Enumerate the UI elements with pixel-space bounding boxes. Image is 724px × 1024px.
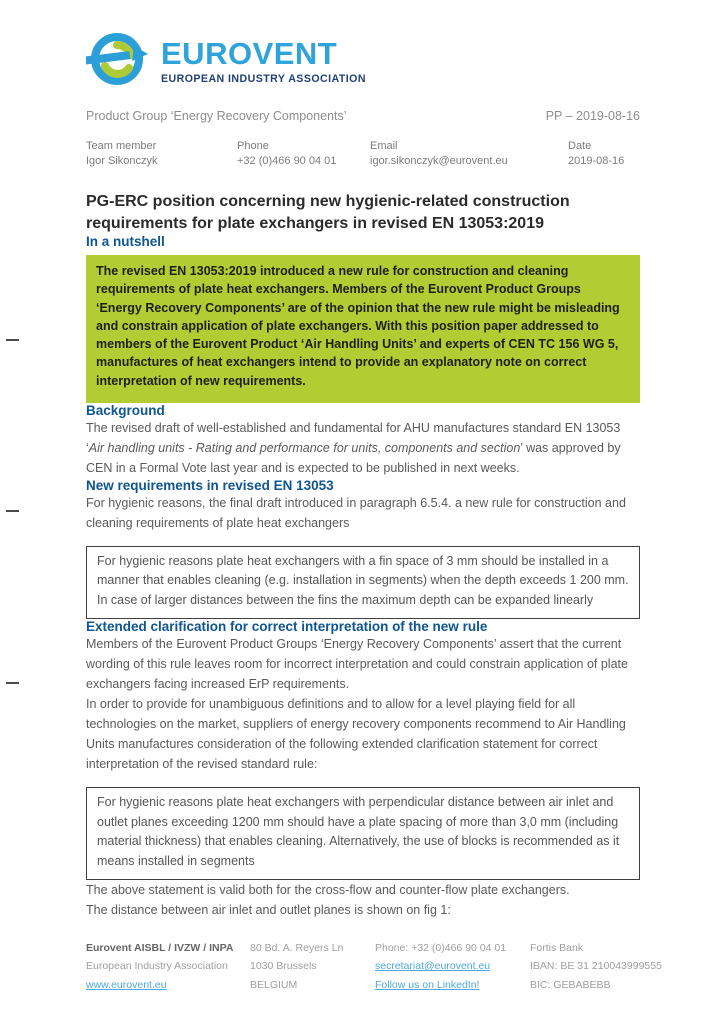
logo-tagline: EUROPEAN INDUSTRY ASSOCIATION	[161, 73, 366, 85]
footer-org-subtitle: European Industry Association	[86, 960, 228, 973]
footer-phone: Phone: +32 (0)466 90 04 01	[375, 942, 507, 954]
contact-date	[568, 140, 640, 167]
background-text-after: ’ was approved by CEN in a Formal Vote last year and is expected to be published in next weeks.	[86, 440, 621, 475]
page-title: PG-ERC position concerning new hygienic-related construction requirements for plate exchangers in revised EN 13053:2019	[86, 193, 570, 232]
nutshell-highlight-block: The revised EN 13053:2019 introduced a new rule for construction and cleaning requirements of plate heat exchangers. Members of the Eurovent Product Groups ‘Energy Recovery Components’ are of the opinion that the new rule might be misleading and constrain application of plate exchangers. With this position paper addressed to members of the Eurovent Product ‘Air Handling Units’ and experts of CEN TC 156 WG 5, manufactures of heat exchangers intend to provide an explanatory note on correct interpretation of new requirements.	[86, 255, 640, 403]
clarification-note-2: The distance between air inlet and outlet planes is shown on fig 1:	[86, 903, 451, 918]
contact-email	[370, 140, 568, 167]
contact-phone	[237, 140, 370, 167]
clarification-paragraph-2: In order to provide for unambiguous definitions and to allow for a level playing field for all technologies on the market, suppliers of energy recovery components recommend to Air Handling Units manufactures consideration of the following extended clarification statement for correct interpretation of the revised standard rule:	[86, 697, 626, 772]
section-heading-nutshell: In a nutshell	[86, 234, 165, 250]
clarification-note-1: The above statement is valid both for the cross-flow and counter-flow plate exchangers.	[86, 883, 570, 898]
clarification-paragraph-1: Members of the Eurovent Product Groups ‘Energy Recovery Components’ assert that the current wording of this rule leaves room for incorrect interpretation and could constrain application of plate exchangers facing increased ErP requirements.	[86, 637, 628, 692]
team-member-value: Igor Sikonczyk	[86, 155, 158, 167]
fold-mark-top	[6, 339, 19, 341]
page-footer	[86, 939, 680, 994]
fold-mark-bottom	[6, 682, 19, 684]
footer-address-column	[250, 939, 375, 994]
standard-rule-quote-box: For hygienic reasons plate heat exchangers with a fin space of 3 mm should be installed in a manner that enables cleaning (e.g. installation in segments) when the depth exceeds 1 200 mm. In case of larger distances between the fins the maximum depth can be expanded linearly	[86, 546, 640, 620]
clarification-statement-quote-box: For hygienic reasons plate heat exchangers with perpendicular distance between air inlet and outlet planes exceeding 1200 mm should have a plate spacing of more than 3,0 mm (including material thickness) that enables cleaning. Alternatively, the use of blocks is recommended as it means installed in segments	[86, 787, 640, 880]
email-value: igor.sikonczyk@eurovent.eu	[370, 155, 508, 167]
product-group-label: Product Group ‘Energy Recovery Components’	[86, 109, 347, 123]
footer-bank-name: Fortis Bank	[530, 942, 584, 954]
footer-bank-column	[530, 939, 680, 994]
footer-contact-column	[375, 939, 530, 994]
section-heading-new-requirements: New requirements in revised EN 13053	[86, 477, 334, 493]
contact-info-row	[86, 140, 640, 167]
logo-wordmark: EUROVENT	[161, 36, 338, 71]
footer-address-street: 80 Bd. A. Reyers Ln	[250, 942, 344, 954]
section-heading-clarification: Extended clarification for correct interpretation of the new rule	[86, 619, 488, 635]
email-label: Email	[370, 140, 398, 152]
section-heading-background: Background	[86, 402, 165, 418]
document-header-row	[86, 109, 640, 123]
background-paragraph	[86, 418, 640, 478]
fold-mark-middle	[6, 510, 19, 512]
background-text-before: The revised draft of well-established and fundamental for AHU manufactures standard EN 13053 ‘	[86, 420, 621, 455]
eurovent-logo-icon	[86, 30, 150, 93]
footer-email-link[interactable]: secretariat@eurovent.eu	[375, 960, 491, 973]
footer-org-name: Eurovent AISBL / IVZW / INPA	[86, 942, 234, 954]
footer-iban: IBAN: BE 31 210043999555	[530, 960, 662, 973]
phone-value: +32 (0)466 90 04 01	[237, 155, 337, 167]
eurovent-logo	[86, 30, 640, 93]
footer-bic: BIC: GEBABEBB	[530, 978, 611, 991]
footer-website-link[interactable]: www.eurovent.eu	[86, 978, 167, 991]
footer-org-column	[86, 939, 250, 994]
team-member-label: Team member	[86, 140, 157, 152]
contact-team-member	[86, 140, 237, 167]
footer-linkedin-link[interactable]: Follow us on LinkedIn!	[375, 978, 480, 991]
footer-address-city: 1030 Brussels	[250, 960, 317, 973]
footer-address-country: BELGIUM	[250, 978, 298, 991]
document-reference: PP – 2019-08-16	[545, 109, 640, 123]
new-requirements-paragraph: For hygienic reasons, the final draft introduced in paragraph 6.5.4. a new rule for construction and cleaning requirements of plate heat exchangers	[86, 495, 626, 530]
date-label: Date	[568, 140, 592, 152]
background-standard-title: Air handling units - Rating and performance for units, components and section	[88, 440, 521, 455]
phone-label: Phone	[237, 140, 269, 152]
date-value: 2019-08-16	[568, 155, 625, 167]
